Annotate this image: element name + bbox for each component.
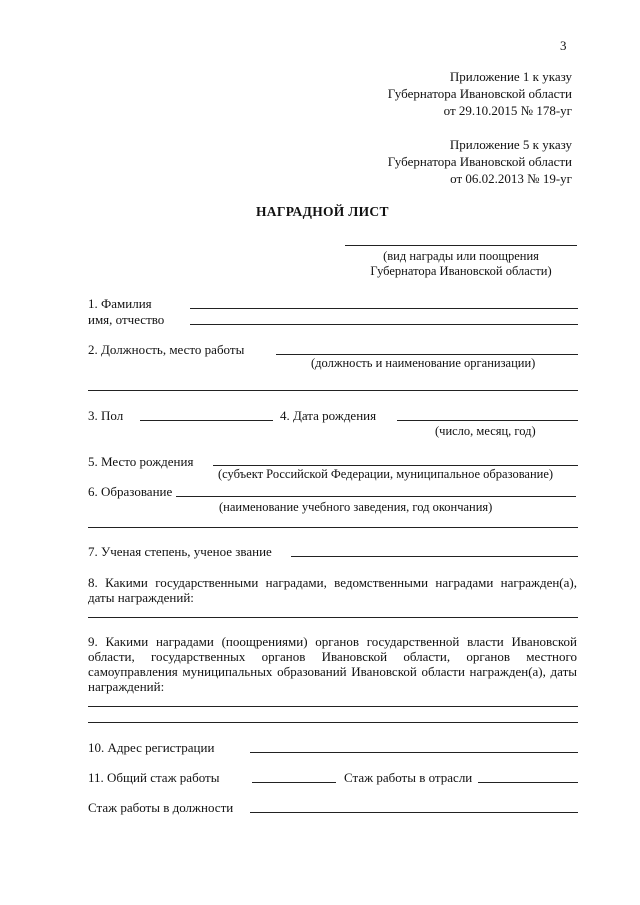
- appendix-5-line2: Губернатора Ивановской области: [387, 154, 572, 169]
- award-caption-2: Губернатора Ивановской области): [370, 264, 552, 278]
- field-5-caption: (субъект Российской Федерации, муниципальное образование): [218, 467, 554, 481]
- field-6-caption: (наименование учебного заведения, год окончания): [219, 500, 493, 514]
- field-11-label: 11. Общий стаж работы: [88, 770, 220, 785]
- field-5-label: 5. Место рождения: [88, 454, 194, 469]
- field-4-caption: (число, месяц, год): [435, 424, 536, 438]
- field-8-text-2: даты награждений:: [88, 590, 194, 605]
- field-1-label-b: имя, отчество: [88, 312, 165, 327]
- field-8-line: [88, 617, 578, 618]
- appendix-1-line1: Приложение 1 к указу: [449, 69, 572, 84]
- field-4-label: 4. Дата рождения: [280, 408, 377, 423]
- field-2-label: 2. Должность, место работы: [88, 342, 245, 357]
- field-6-line: [176, 496, 576, 497]
- field-11-industry-label: Стаж работы в отрасли: [344, 770, 473, 785]
- award-caption-1: (вид награды или поощрения: [383, 249, 539, 263]
- field-9-line-1: [88, 706, 578, 707]
- field-4-line: [397, 420, 578, 421]
- field-7-line: [291, 556, 578, 557]
- field-3-line: [140, 420, 273, 421]
- field-3-label: 3. Пол: [88, 408, 124, 423]
- field-6-line-2: [88, 527, 578, 528]
- appendix-1-line2: Губернатора Ивановской области: [387, 86, 572, 101]
- field-2-line: [276, 354, 578, 355]
- appendix-5-line1: Приложение 5 к указу: [449, 137, 572, 152]
- appendix-1-line3: от 29.10.2015 № 178-уг: [443, 103, 572, 118]
- field-6-label: 6. Образование: [88, 484, 173, 499]
- field-11-line: [252, 782, 336, 783]
- page-number: 3: [560, 38, 567, 53]
- field-1-line-a: [190, 308, 578, 309]
- field-10-label: 10. Адрес регистрации: [88, 740, 215, 755]
- field-8-text-1: 8. Какими государственными наградами, ведомственными наградами награжден(а),: [88, 575, 577, 590]
- field-9-text-2: области, государственных органов Ивановской области, органов местного: [88, 649, 577, 664]
- field-9-text-3: самоуправления муниципальных образований Ивановской области награжден(а), даты: [88, 664, 577, 679]
- field-1-label-a: 1. Фамилия: [88, 296, 152, 311]
- appendix-5-line3: от 06.02.2013 № 19-уг: [450, 171, 572, 186]
- award-type-line: [345, 245, 577, 246]
- document-title: НАГРАДНОЙ ЛИСТ: [256, 204, 389, 219]
- field-2-caption: (должность и наименование организации): [311, 356, 536, 370]
- field-11-position-line: [250, 812, 578, 813]
- field-9-text-4: награждений:: [88, 679, 165, 694]
- field-9-text-1: 9. Какими наградами (поощрениями) органов государственной власти Ивановской: [88, 634, 577, 649]
- field-7-label: 7. Ученая степень, ученое звание: [88, 544, 272, 559]
- field-10-line: [250, 752, 578, 753]
- field-9-line-2: [88, 722, 578, 723]
- field-2-line-2: [88, 390, 578, 391]
- field-5-line: [213, 465, 578, 466]
- field-11-position-label: Стаж работы в должности: [88, 800, 234, 815]
- field-11-industry-line: [478, 782, 578, 783]
- field-1-line-b: [190, 324, 578, 325]
